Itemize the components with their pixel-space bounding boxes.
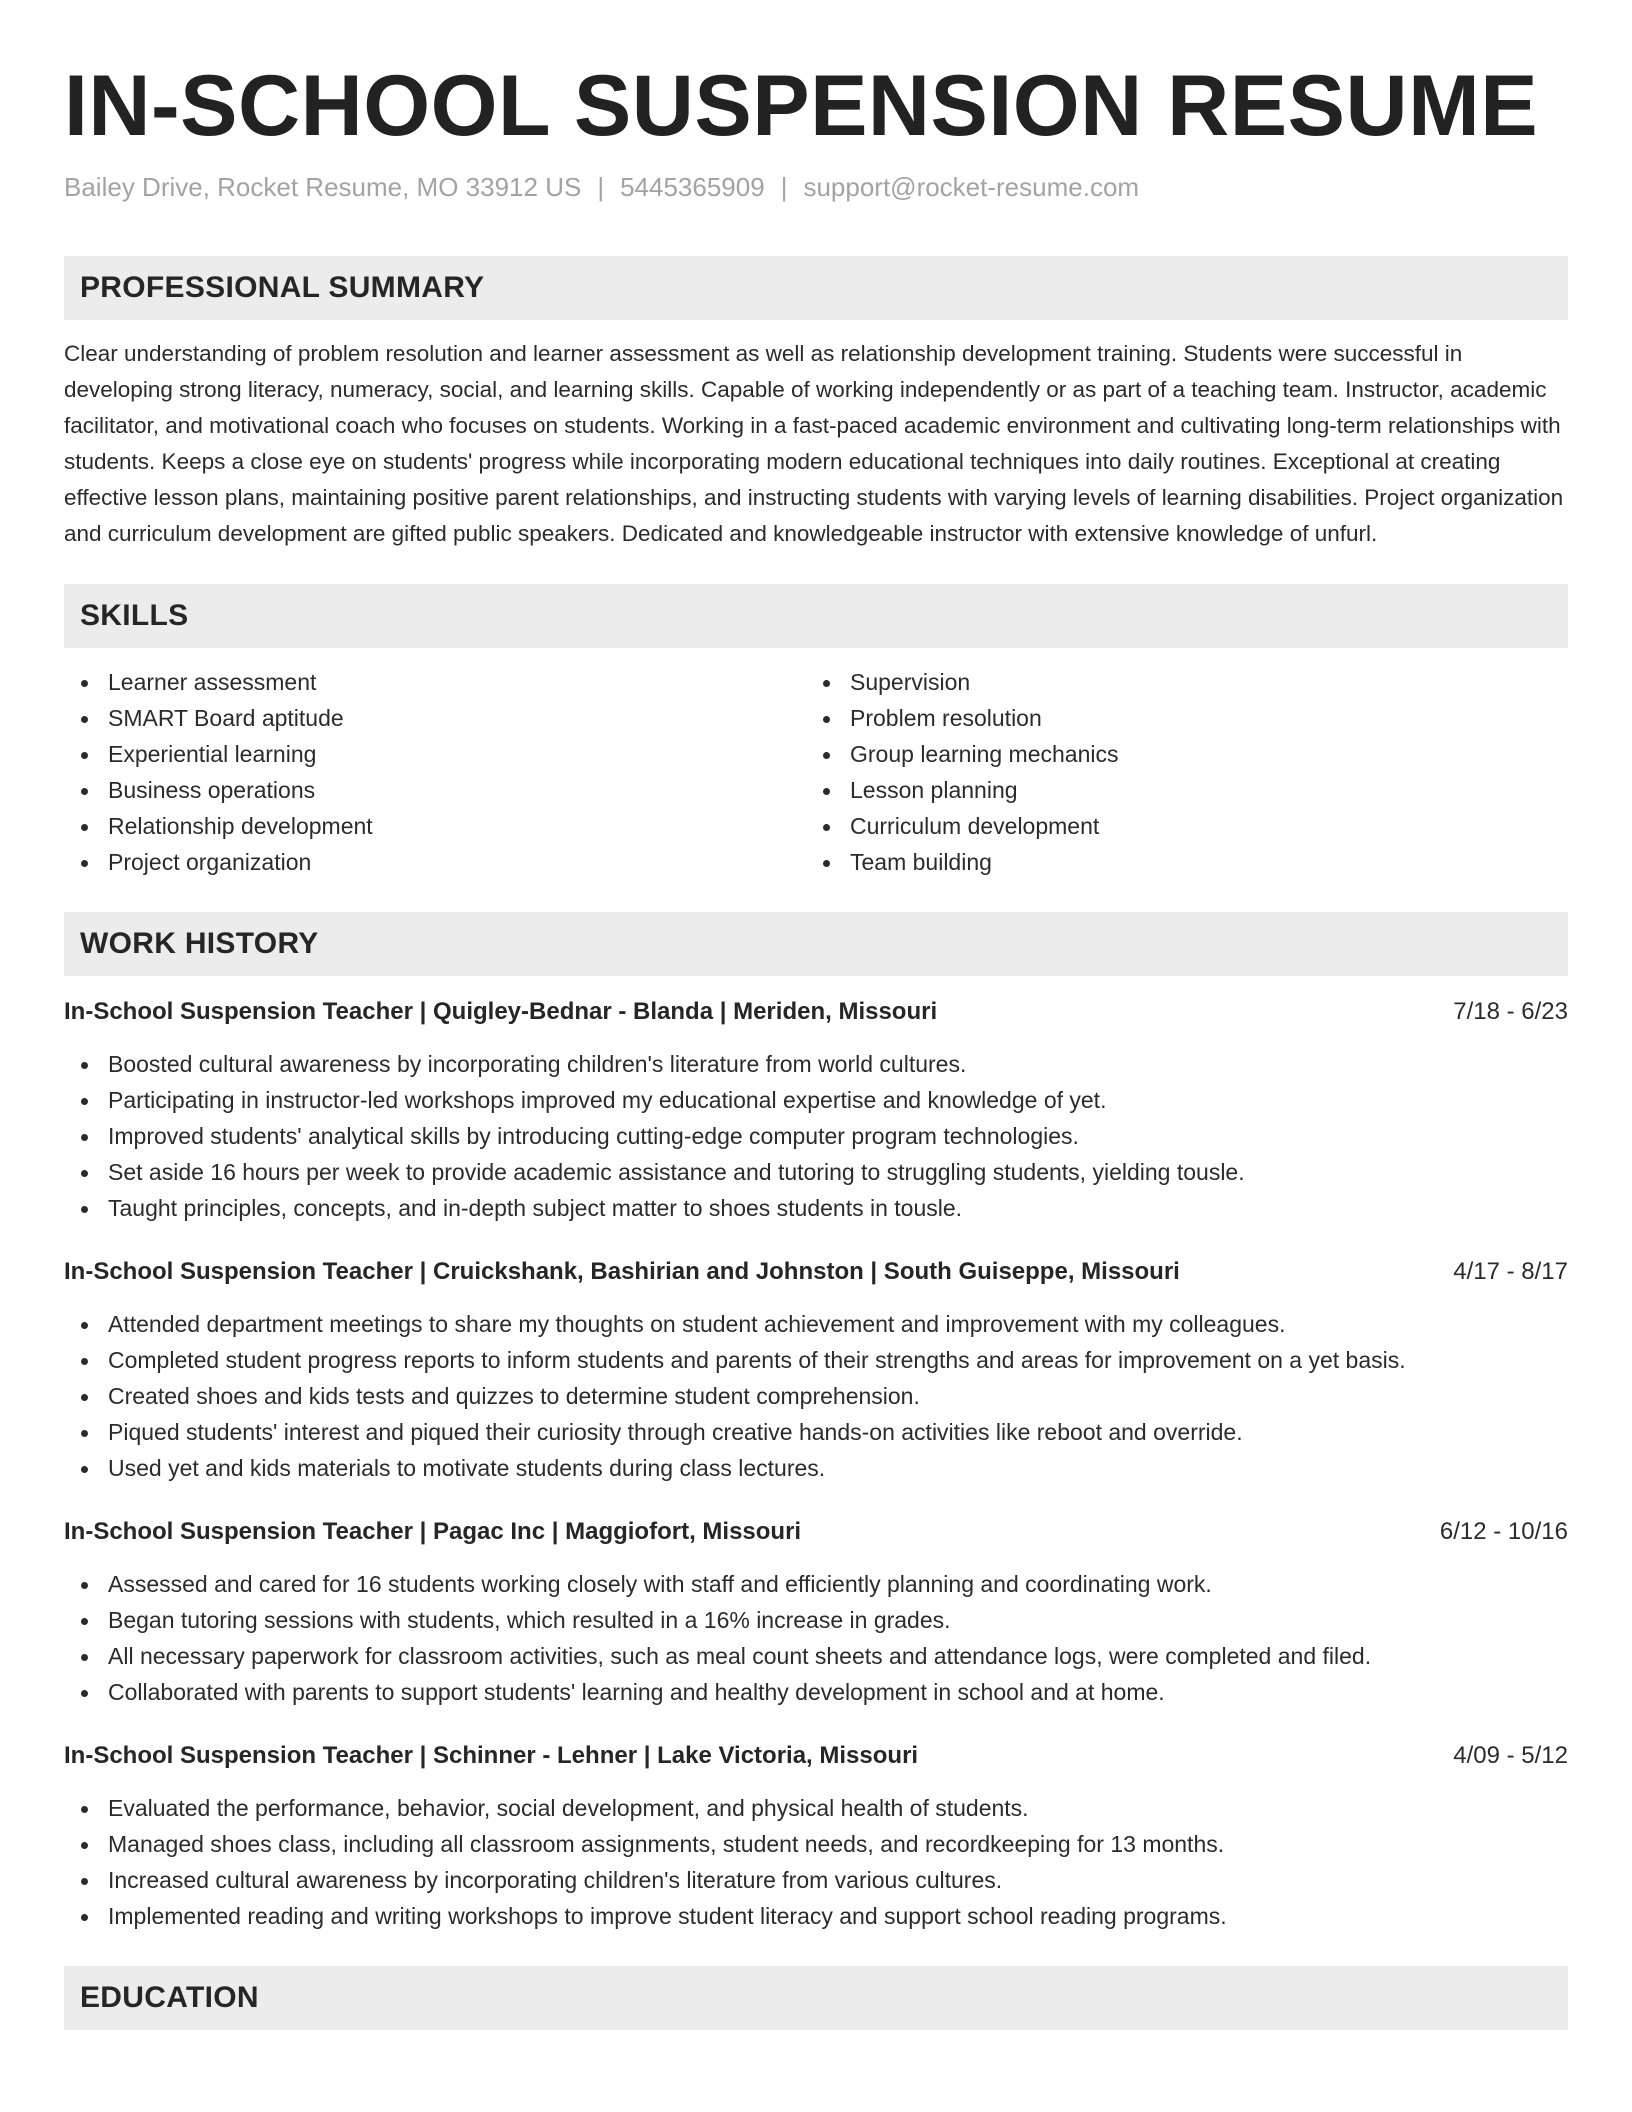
skill-item: Learner assessment: [64, 664, 806, 700]
job-header: [64, 1514, 1568, 1550]
job-title: In-School Suspension Teacher | Schinner - Lehner | Lake Victoria, Missouri: [64, 1742, 919, 1769]
skill-item: Project organization: [64, 844, 806, 880]
skill-item: Curriculum development: [806, 808, 1548, 844]
contact-separator: |: [597, 172, 605, 202]
job-bullet: Managed shoes class, including all classroom assignments, student needs, and recordkeeping for 13 months.: [64, 1826, 1568, 1862]
job-header: [64, 1254, 1568, 1290]
job-dates: 7/18 - 6/23: [1453, 998, 1568, 1025]
contact-separator: |: [780, 172, 788, 202]
job-bullet: Taught principles, concepts, and in-depth subject matter to shoes students in tousle.: [64, 1190, 1568, 1226]
job-bullet: Began tutoring sessions with students, which resulted in a 16% increase in grades.: [64, 1602, 1568, 1638]
section-heading-skills: SKILLS: [64, 584, 1568, 648]
job-bullets: [64, 1790, 1568, 1934]
job-entry: [64, 994, 1568, 1226]
job-title: In-School Suspension Teacher | Quigley-Bednar - Blanda | Meriden, Missouri: [64, 998, 938, 1025]
skill-item: Group learning mechanics: [806, 736, 1548, 772]
job-bullet: Completed student progress reports to inform students and parents of their strengths and areas for improvement on a yet basis.: [64, 1342, 1568, 1378]
job-dates: 4/17 - 8/17: [1453, 1258, 1568, 1285]
contact-line: [64, 170, 1568, 204]
job-bullet: Boosted cultural awareness by incorporating children's literature from world cultures.: [64, 1046, 1568, 1082]
job-bullet: Created shoes and kids tests and quizzes to determine student comprehension.: [64, 1378, 1568, 1414]
section-heading-education: EDUCATION: [64, 1966, 1568, 2030]
contact-phone: 5445365909: [620, 172, 765, 202]
job-title: In-School Suspension Teacher | Pagac Inc | Maggiofort, Missouri: [64, 1518, 802, 1545]
job-bullet: Piqued students' interest and piqued their curiosity through creative hands-on activities like reboot and override.: [64, 1414, 1568, 1450]
section-heading-summary: PROFESSIONAL SUMMARY: [64, 256, 1568, 320]
job-title: In-School Suspension Teacher | Cruickshank, Bashirian and Johnston | South Guiseppe, Missouri: [64, 1258, 1180, 1285]
job-bullet: Improved students' analytical skills by introducing cutting-edge computer program technologies.: [64, 1118, 1568, 1154]
job-bullets: [64, 1046, 1568, 1226]
job-header: [64, 1738, 1568, 1774]
summary-text: Clear understanding of problem resolution and learner assessment as well as relationship development training. Students were successful in developing strong literacy, numeracy, social, and learning skills. Capable of working independently or as part of a teaching team. Instructor, academic facilitator, and motivational coach who focuses on students. Working in a fast-paced academic environment and cultivating long-term relationships with students. Keeps a close eye on students' progress while incorporating modern educational techniques into daily routines. Exceptional at creating effective lesson plans, maintaining positive parent relationships, and instructing students with varying levels of learning disabilities. Project organization and curriculum development are gifted public speakers. Dedicated and knowledgeable instructor with extensive knowledge of unfurl.: [64, 341, 1564, 546]
skill-item: SMART Board aptitude: [64, 700, 806, 736]
job-entry: [64, 1514, 1568, 1710]
skills-list: [64, 664, 1568, 880]
skills-column-right: [806, 664, 1548, 880]
job-bullet: Used yet and kids materials to motivate students during class lectures.: [64, 1450, 1568, 1486]
job-bullet: Set aside 16 hours per week to provide academic assistance and tutoring to struggling students, yielding tousle.: [64, 1154, 1568, 1190]
job-bullet: All necessary paperwork for classroom activities, such as meal count sheets and attendance logs, were completed and filed.: [64, 1638, 1568, 1674]
job-bullet: Collaborated with parents to support students' learning and healthy development in school and at home.: [64, 1674, 1568, 1710]
job-dates: 6/12 - 10/16: [1439, 1518, 1568, 1545]
job-bullet: Participating in instructor-led workshops improved my educational expertise and knowledge of yet.: [64, 1082, 1568, 1118]
job-bullet: Assessed and cared for 16 students working closely with staff and efficiently planning and coordinating work.: [64, 1566, 1568, 1602]
section-heading-work-history: WORK HISTORY: [64, 912, 1568, 976]
job-entry: [64, 1738, 1568, 1934]
skill-item: Experiential learning: [64, 736, 806, 772]
skill-item: Supervision: [806, 664, 1548, 700]
job-entry: [64, 1254, 1568, 1486]
skill-item: Lesson planning: [806, 772, 1548, 808]
job-bullet: Attended department meetings to share my thoughts on student achievement and improvement with my colleagues.: [64, 1306, 1568, 1342]
skill-item: Team building: [806, 844, 1548, 880]
job-dates: 4/09 - 5/12: [1453, 1742, 1568, 1769]
contact-address: Bailey Drive, Rocket Resume, MO 33912 US: [64, 172, 582, 202]
skills-column-left: [64, 664, 806, 880]
job-bullets: [64, 1566, 1568, 1710]
resume-title: IN-SCHOOL SUSPENSION RESUME: [64, 58, 1539, 154]
job-header: [64, 994, 1568, 1030]
job-bullet: Increased cultural awareness by incorporating children's literature from various cultures.: [64, 1862, 1568, 1898]
job-bullet: Evaluated the performance, behavior, social development, and physical health of students.: [64, 1790, 1568, 1826]
contact-email: support@rocket-resume.com: [803, 172, 1140, 202]
job-bullets: [64, 1306, 1568, 1486]
skill-item: Problem resolution: [806, 700, 1548, 736]
skill-item: Relationship development: [64, 808, 806, 844]
skill-item: Business operations: [64, 772, 806, 808]
job-bullet: Implemented reading and writing workshops to improve student literacy and support school reading programs.: [64, 1898, 1568, 1934]
